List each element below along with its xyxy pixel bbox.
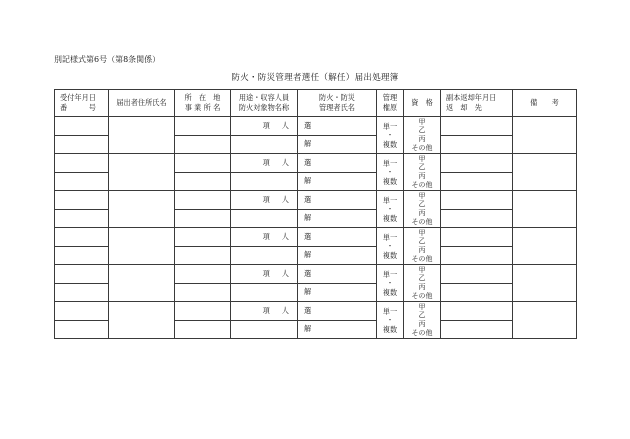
qualification-cell[interactable] xyxy=(404,302,441,339)
header-building-line2: 防火対象物名称 xyxy=(238,103,290,112)
dismissal-label: 解 xyxy=(304,139,312,149)
dismissal-label: 解 xyxy=(304,287,312,297)
appointment-cell[interactable] xyxy=(298,228,377,247)
remarks-cell[interactable] xyxy=(513,228,577,265)
header-manager-line1: 防火・防災 xyxy=(319,93,355,102)
header-authority xyxy=(377,90,404,117)
header-building-line1: 用途・収容人員 xyxy=(238,93,290,102)
receipt-date-cell[interactable] xyxy=(55,154,109,173)
qualification-cell[interactable] xyxy=(404,191,441,228)
kou-label: 項 xyxy=(262,194,270,204)
header-qualification-label: 資 格 xyxy=(411,98,433,107)
appointment-cell[interactable] xyxy=(298,191,377,210)
authority-cell[interactable] xyxy=(377,228,404,265)
return-destination-cell[interactable] xyxy=(441,320,513,339)
qual-kou: 甲 xyxy=(418,154,426,163)
use-capacity-cell[interactable] xyxy=(231,117,298,136)
building-name-cell[interactable] xyxy=(231,246,298,265)
business-name-cell[interactable] xyxy=(175,135,231,154)
use-capacity-cell[interactable] xyxy=(231,265,298,284)
location-cell[interactable] xyxy=(175,117,231,136)
multiple-label: 複数 xyxy=(382,250,398,260)
applicant-cell[interactable] xyxy=(109,228,175,265)
applicant-cell[interactable] xyxy=(109,302,175,339)
form-number-label: 別記様式第6号（第8条関係） xyxy=(54,55,161,64)
qual-other: その他 xyxy=(411,180,433,189)
qual-hei: 丙 xyxy=(418,172,426,180)
qual-other: その他 xyxy=(411,328,433,337)
return-destination-cell[interactable] xyxy=(441,283,513,302)
header-location-line2: 事 業 所 名 xyxy=(184,103,221,112)
appointment-label: 選 xyxy=(304,268,312,278)
authority-cell[interactable] xyxy=(377,265,404,302)
qual-other: その他 xyxy=(411,217,433,226)
header-manager xyxy=(298,90,377,117)
single-label: 単一 xyxy=(382,269,398,279)
entry-row-top xyxy=(55,117,577,136)
header-receipt-line1: 受付年月日 xyxy=(60,93,96,102)
receipt-number-cell[interactable] xyxy=(55,246,109,265)
building-name-cell[interactable] xyxy=(231,283,298,302)
qualification-cell[interactable] xyxy=(404,154,441,191)
qual-otsu: 乙 xyxy=(418,163,426,172)
authority-cell[interactable] xyxy=(377,117,404,154)
separator-dot: ・ xyxy=(386,278,394,287)
qual-other: その他 xyxy=(411,254,433,263)
kou-label: 項 xyxy=(262,268,270,278)
entry-row-top xyxy=(55,265,577,284)
header-building xyxy=(231,90,298,117)
qual-kou: 甲 xyxy=(418,265,426,274)
business-name-cell[interactable] xyxy=(175,283,231,302)
qualification-cell[interactable] xyxy=(404,228,441,265)
separator-dot: ・ xyxy=(386,167,394,176)
header-return xyxy=(441,90,513,117)
dismissal-label: 解 xyxy=(304,324,312,334)
remarks-cell[interactable] xyxy=(513,302,577,339)
header-receipt-line2: 番 号 xyxy=(60,103,96,112)
multiple-label: 複数 xyxy=(382,213,398,223)
return-date-cell[interactable] xyxy=(441,154,513,173)
appointment-label: 選 xyxy=(304,231,312,241)
remarks-cell[interactable] xyxy=(513,117,577,154)
use-capacity-cell[interactable] xyxy=(231,191,298,210)
business-name-cell[interactable] xyxy=(175,320,231,339)
location-cell[interactable] xyxy=(175,154,231,173)
location-cell[interactable] xyxy=(175,302,231,321)
dismissal-label: 解 xyxy=(304,250,312,260)
qual-hei: 丙 xyxy=(418,283,426,291)
location-cell[interactable] xyxy=(175,265,231,284)
header-remarks xyxy=(513,90,577,117)
single-label: 単一 xyxy=(382,306,398,316)
header-location xyxy=(175,90,231,117)
qualification-cell[interactable] xyxy=(404,117,441,154)
header-return-line2: 返 却 先 xyxy=(446,103,482,112)
applicant-cell[interactable] xyxy=(109,117,175,154)
header-qualification xyxy=(404,90,441,117)
business-name-cell[interactable] xyxy=(175,209,231,228)
building-name-cell[interactable] xyxy=(231,209,298,228)
header-authority-line2: 権原 xyxy=(382,103,398,112)
document-title: 防火・防災管理者選任（解任）届出処理簿 xyxy=(231,73,399,83)
nin-label: 人 xyxy=(281,194,289,204)
kou-label: 項 xyxy=(262,157,270,167)
qual-other: その他 xyxy=(411,291,433,300)
qual-otsu: 乙 xyxy=(418,274,426,283)
kou-label: 項 xyxy=(262,120,270,130)
return-date-cell[interactable] xyxy=(441,265,513,284)
receipt-number-cell[interactable] xyxy=(55,320,109,339)
single-label: 単一 xyxy=(382,158,398,168)
building-name-cell[interactable] xyxy=(231,135,298,154)
use-capacity-cell[interactable] xyxy=(231,228,298,247)
receipt-date-cell[interactable] xyxy=(55,191,109,210)
receipt-date-cell[interactable] xyxy=(55,228,109,247)
separator-dot: ・ xyxy=(386,241,394,250)
kou-label: 項 xyxy=(262,305,270,315)
qual-otsu: 乙 xyxy=(418,311,426,320)
receipt-number-cell[interactable] xyxy=(55,135,109,154)
business-name-cell[interactable] xyxy=(175,172,231,191)
receipt-date-cell[interactable] xyxy=(55,117,109,136)
use-capacity-cell[interactable] xyxy=(231,154,298,173)
use-capacity-cell[interactable] xyxy=(231,302,298,321)
header-return-line1: 副本返却年月日 xyxy=(446,93,497,102)
remarks-cell[interactable] xyxy=(513,265,577,302)
header-authority-line1: 管理 xyxy=(382,93,398,102)
header-location-line1: 所 在 地 xyxy=(184,93,221,102)
nin-label: 人 xyxy=(281,231,289,241)
remarks-cell[interactable] xyxy=(513,154,577,191)
qual-kou: 甲 xyxy=(418,117,426,126)
location-cell[interactable] xyxy=(175,191,231,210)
qual-other: その他 xyxy=(411,143,433,152)
remarks-cell[interactable] xyxy=(513,191,577,228)
building-name-cell[interactable] xyxy=(231,172,298,191)
appointment-label: 選 xyxy=(304,305,312,315)
single-label: 単一 xyxy=(382,195,398,205)
dismissal-cell[interactable] xyxy=(298,283,377,302)
applicant-cell[interactable] xyxy=(109,265,175,302)
qualification-cell[interactable] xyxy=(404,265,441,302)
appointment-cell[interactable] xyxy=(298,117,377,136)
receipt-date-cell[interactable] xyxy=(55,265,109,284)
qual-kou: 甲 xyxy=(418,302,426,311)
return-destination-cell[interactable] xyxy=(441,246,513,265)
separator-dot: ・ xyxy=(386,204,394,213)
header-receipt-date-number xyxy=(55,90,109,117)
qual-hei: 丙 xyxy=(418,135,426,143)
header-applicant xyxy=(109,90,175,117)
return-date-cell[interactable] xyxy=(441,228,513,247)
single-label: 単一 xyxy=(382,232,398,242)
qual-kou: 甲 xyxy=(418,228,426,237)
return-destination-cell[interactable] xyxy=(441,172,513,191)
dismissal-label: 解 xyxy=(304,176,312,186)
nin-label: 人 xyxy=(281,157,289,167)
dismissal-cell[interactable] xyxy=(298,209,377,228)
dismissal-label: 解 xyxy=(304,213,312,223)
appointment-label: 選 xyxy=(304,120,312,130)
business-name-cell[interactable] xyxy=(175,246,231,265)
nin-label: 人 xyxy=(281,305,289,315)
multiple-label: 複数 xyxy=(382,139,398,149)
register-table xyxy=(54,89,577,339)
qual-hei: 丙 xyxy=(418,246,426,254)
appointment-cell[interactable] xyxy=(298,265,377,284)
header-remarks-label: 備 考 xyxy=(530,98,559,107)
header-applicant-label: 届出者住所氏名 xyxy=(116,98,167,107)
qual-hei: 丙 xyxy=(418,320,426,328)
header-row xyxy=(55,90,577,117)
applicant-cell[interactable] xyxy=(109,154,175,191)
location-cell[interactable] xyxy=(175,228,231,247)
return-destination-cell[interactable] xyxy=(441,209,513,228)
entry-row-top xyxy=(55,302,577,321)
register-body xyxy=(55,117,577,339)
separator-dot: ・ xyxy=(386,315,394,324)
entry-row-top xyxy=(55,154,577,173)
qual-kou: 甲 xyxy=(418,191,426,200)
separator-dot: ・ xyxy=(386,130,394,139)
applicant-cell[interactable] xyxy=(109,191,175,228)
building-name-cell[interactable] xyxy=(231,320,298,339)
entry-row-top xyxy=(55,191,577,210)
appointment-cell[interactable] xyxy=(298,302,377,321)
return-date-cell[interactable] xyxy=(441,302,513,321)
receipt-number-cell[interactable] xyxy=(55,172,109,191)
multiple-label: 複数 xyxy=(382,324,398,334)
appointment-cell[interactable] xyxy=(298,154,377,173)
dismissal-cell[interactable] xyxy=(298,135,377,154)
receipt-number-cell[interactable] xyxy=(55,209,109,228)
dismissal-cell[interactable] xyxy=(298,246,377,265)
authority-cell[interactable] xyxy=(377,191,404,228)
return-destination-cell[interactable] xyxy=(441,135,513,154)
authority-cell[interactable] xyxy=(377,302,404,339)
qual-otsu: 乙 xyxy=(418,200,426,209)
entry-row-top xyxy=(55,228,577,247)
qual-otsu: 乙 xyxy=(418,126,426,135)
appointment-label: 選 xyxy=(304,157,312,167)
nin-label: 人 xyxy=(281,268,289,278)
single-label: 単一 xyxy=(382,121,398,131)
return-date-cell[interactable] xyxy=(441,117,513,136)
appointment-label: 選 xyxy=(304,194,312,204)
header-manager-line2: 管理者氏名 xyxy=(319,103,355,112)
receipt-date-cell[interactable] xyxy=(55,302,109,321)
kou-label: 項 xyxy=(262,231,270,241)
receipt-number-cell[interactable] xyxy=(55,283,109,302)
qual-otsu: 乙 xyxy=(418,237,426,246)
multiple-label: 複数 xyxy=(382,287,398,297)
dismissal-cell[interactable] xyxy=(298,172,377,191)
dismissal-cell[interactable] xyxy=(298,320,377,339)
nin-label: 人 xyxy=(281,120,289,130)
authority-cell[interactable] xyxy=(377,154,404,191)
return-date-cell[interactable] xyxy=(441,191,513,210)
multiple-label: 複数 xyxy=(382,176,398,186)
qual-hei: 丙 xyxy=(418,209,426,217)
